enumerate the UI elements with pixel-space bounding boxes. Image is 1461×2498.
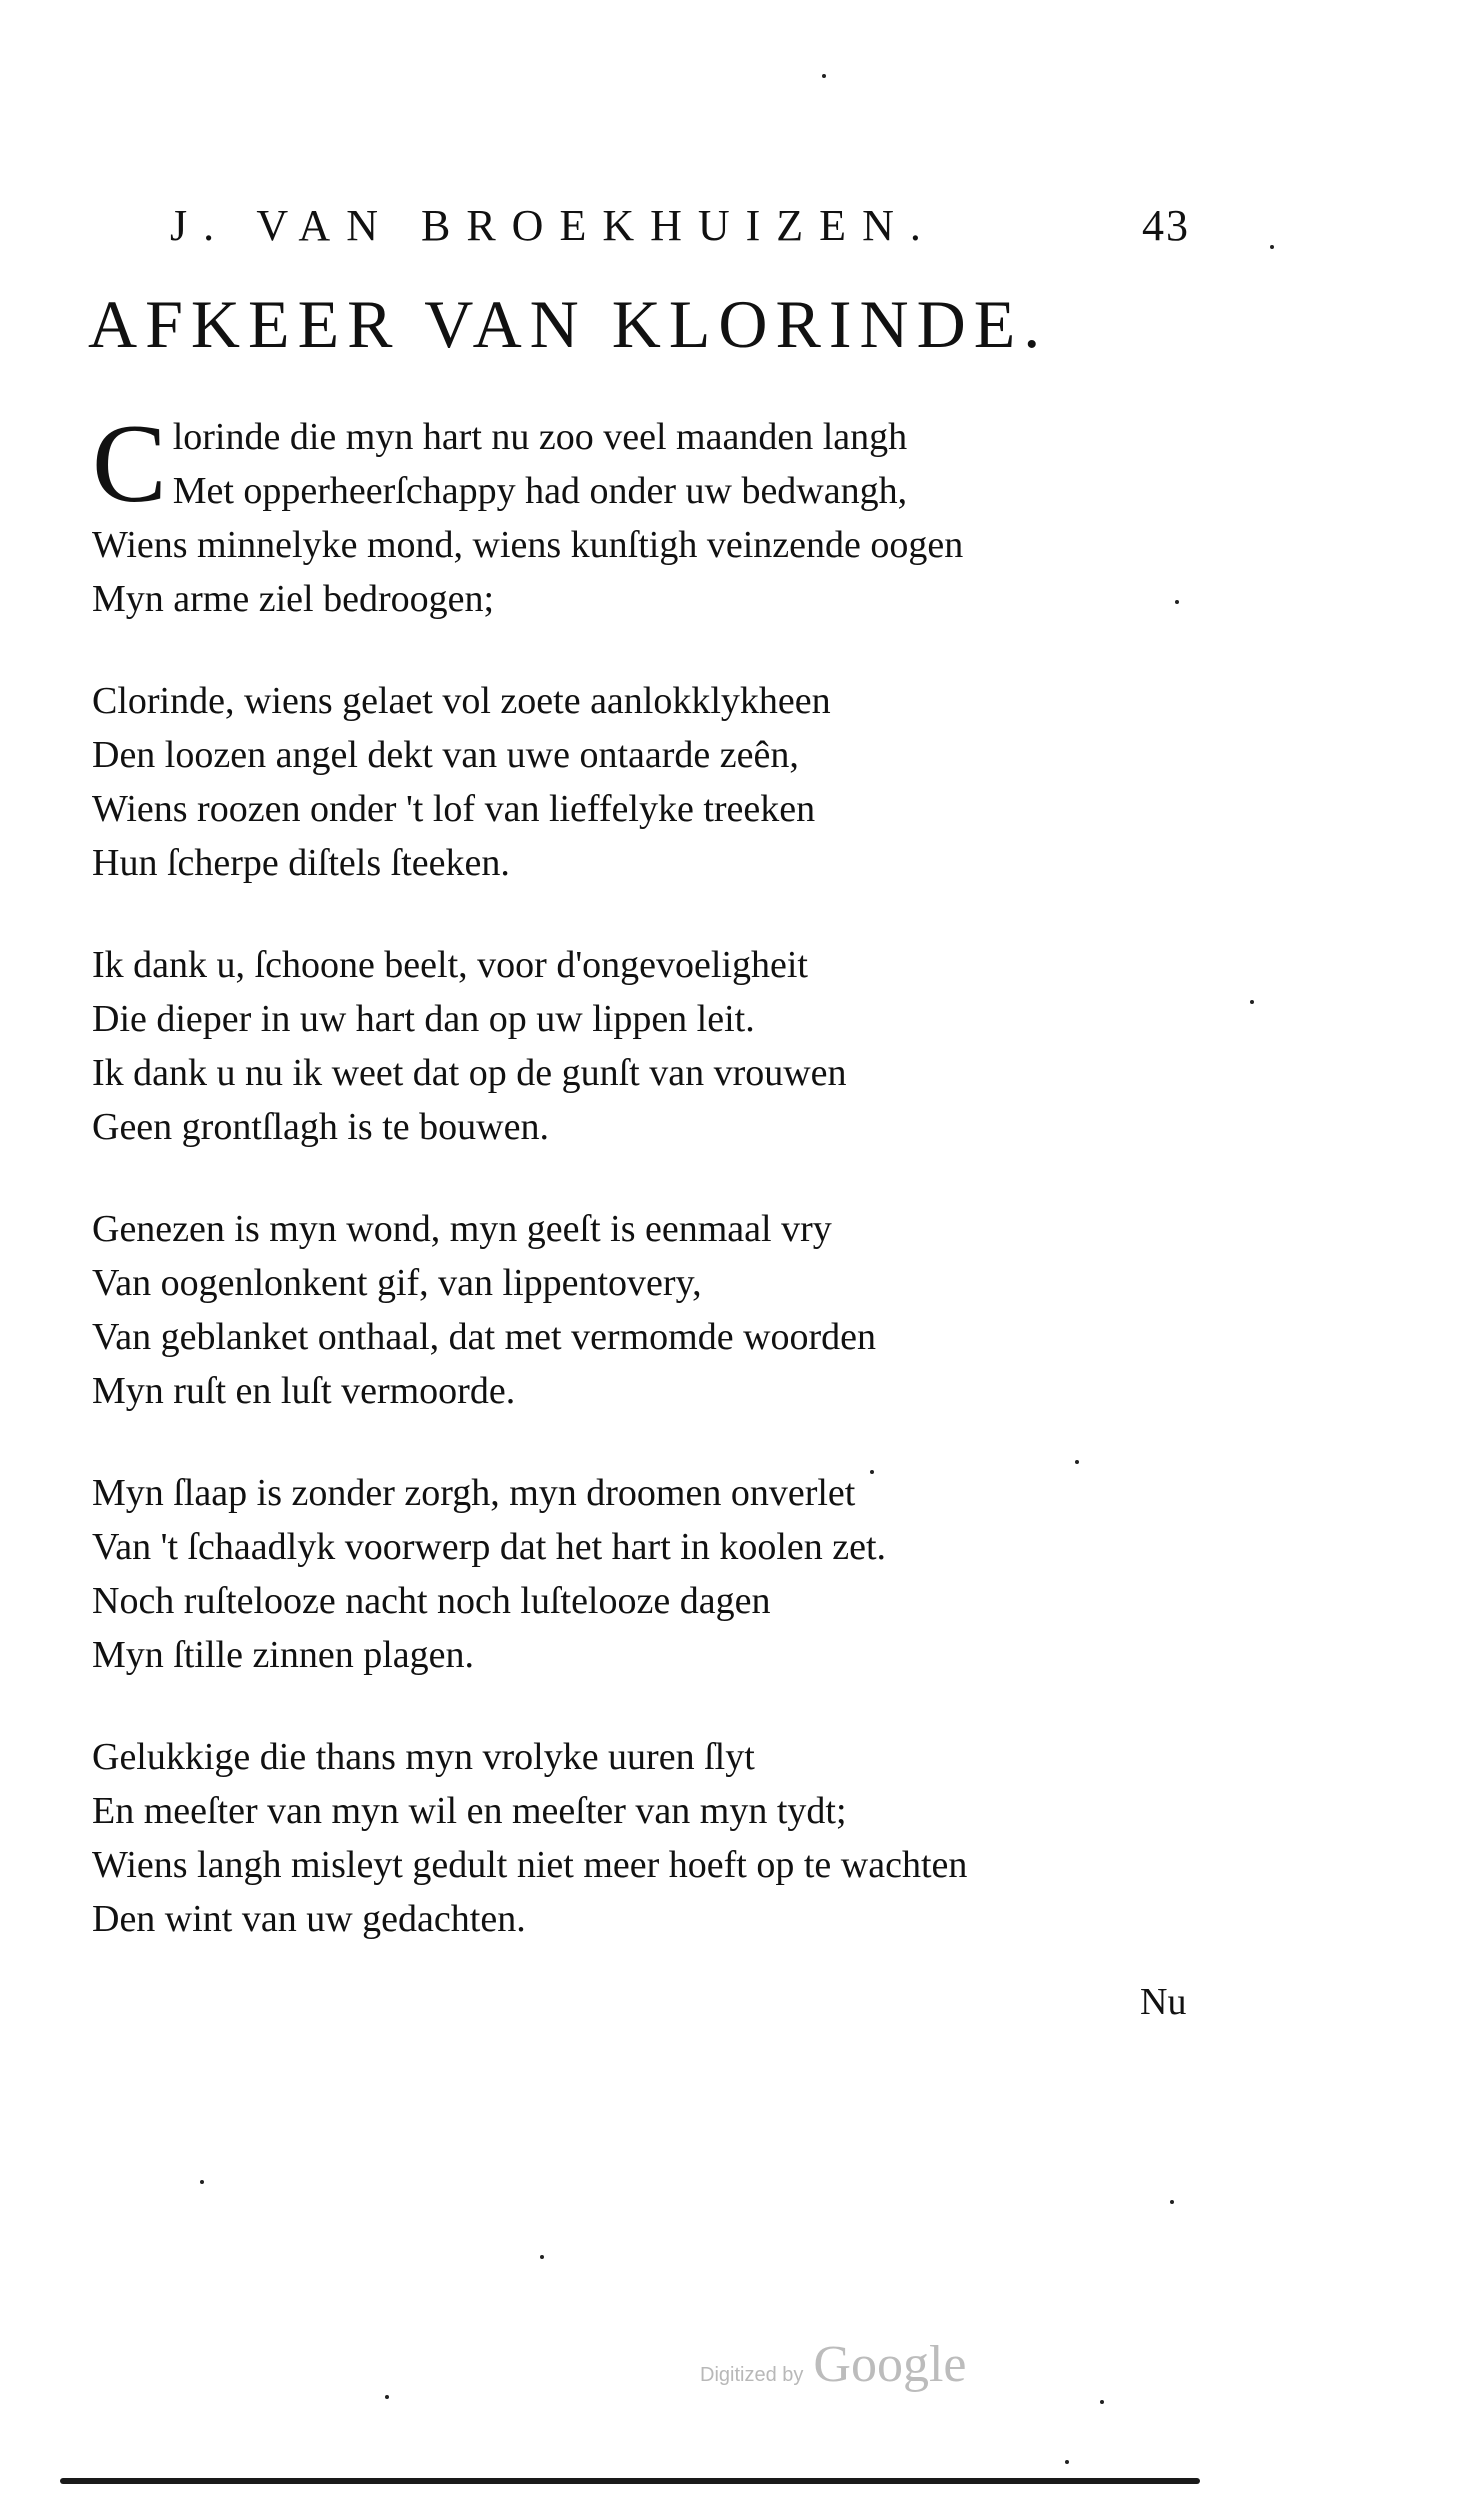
stanza-1 bbox=[92, 402, 1242, 626]
verse-line: Clorinde, wiens gelaet vol zoete aanlokklykheen bbox=[92, 680, 831, 722]
running-head-author: J. VAN BROEKHUIZEN. bbox=[170, 201, 937, 250]
stanza-6 bbox=[92, 1730, 1242, 1946]
verse-line: Myn ſtille zinnen plagen. bbox=[92, 1634, 475, 1676]
scan-speck bbox=[540, 2255, 544, 2259]
verse-line: Ik dank u, ſchoone beelt, voor d'ongevoeligheit bbox=[92, 944, 808, 986]
scan-speck bbox=[385, 2395, 389, 2399]
running-head bbox=[170, 200, 1190, 270]
verse-line: Myn arme ziel bedroogen; bbox=[92, 578, 495, 620]
poem-body bbox=[92, 402, 1242, 1994]
drop-cap: C bbox=[92, 402, 167, 526]
page-bottom-border bbox=[60, 2478, 1200, 2484]
verse-line: Den wint van uw gedachten. bbox=[92, 1898, 526, 1940]
verse-line: Die dieper in uw hart dan op uw lippen leit. bbox=[92, 998, 755, 1040]
catchword: Nu bbox=[1140, 1981, 1187, 2023]
verse-line: Van geblanket onthaal, dat met vermomde woorden bbox=[92, 1316, 877, 1358]
verse-line: Myn ſlaap is zonder zorgh, myn droomen onverlet bbox=[92, 1472, 856, 1514]
verse-line: Gelukkige die thans myn vrolyke uuren ſlyt bbox=[92, 1736, 755, 1778]
scan-speck bbox=[1075, 1460, 1079, 1464]
watermark-prefix: Digitized by bbox=[700, 2364, 804, 2386]
verse-line: Den loozen angel dekt van uwe ontaarde zeên, bbox=[92, 734, 799, 776]
verse-line: En meeſter van myn wil en meeſter van myn tydt; bbox=[92, 1790, 847, 1832]
verse-line: Wiens langh misleyt gedult niet meer hoeft op te wachten bbox=[92, 1844, 968, 1886]
scan-speck bbox=[200, 2180, 204, 2184]
verse-line: Wiens minnelyke mond, wiens kunſtigh veinzende oogen bbox=[92, 524, 964, 566]
verse-line: Van 't ſchaadlyk voorwerp dat het hart in koolen zet. bbox=[92, 1526, 887, 1568]
verse-line: Ik dank u nu ik weet dat op de gunſt van vrouwen bbox=[92, 1052, 847, 1094]
scan-speck bbox=[870, 1470, 874, 1474]
verse-line: Myn ruſt en luſt vermoorde. bbox=[92, 1370, 516, 1412]
scan-speck bbox=[1065, 2460, 1069, 2464]
scan-speck bbox=[1170, 2200, 1174, 2204]
stanza-2 bbox=[92, 674, 1242, 890]
verse-line: Noch ruſtelooze nacht noch luſtelooze dagen bbox=[92, 1580, 771, 1622]
scan-speck bbox=[822, 74, 826, 78]
digitized-watermark bbox=[700, 2335, 966, 2394]
verse-line: lorinde die myn hart nu zoo veel maanden langh bbox=[172, 416, 908, 458]
stanza-3 bbox=[92, 938, 1242, 1154]
poem-title: AFKEER VAN KLORINDE. bbox=[88, 286, 1049, 362]
verse-line: Van oogenlonkent gif, van lippentovery, bbox=[92, 1262, 702, 1304]
scan-speck bbox=[1175, 600, 1179, 604]
verse-line: Genezen is myn wond, myn geeſt is eenmaal vry bbox=[92, 1208, 832, 1250]
google-logo: Google bbox=[813, 2336, 967, 2393]
scan-speck bbox=[1270, 245, 1274, 249]
page-number: 43 bbox=[1142, 201, 1190, 250]
stanza-4 bbox=[92, 1202, 1242, 1418]
stanza-5 bbox=[92, 1466, 1242, 1682]
scan-speck bbox=[1100, 2400, 1104, 2404]
scan-speck bbox=[1250, 1000, 1254, 1004]
verse-line: Hun ſcherpe diſtels ſteeken. bbox=[92, 842, 510, 884]
verse-line: Met opperheerſchappy had onder uw bedwangh, bbox=[172, 470, 908, 512]
verse-line: Wiens roozen onder 't lof van lieffelyke treeken bbox=[92, 788, 816, 830]
verse-line: Geen grontſlagh is te bouwen. bbox=[92, 1106, 549, 1148]
